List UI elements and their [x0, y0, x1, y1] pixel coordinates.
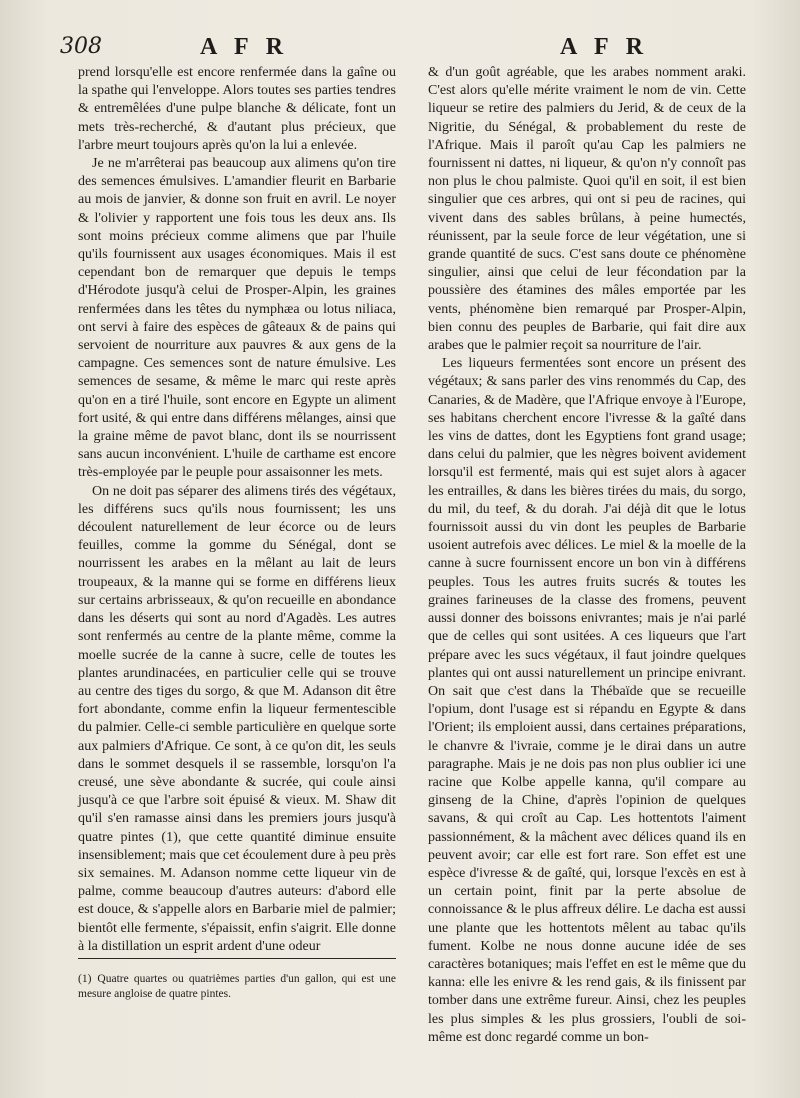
- paragraph: & d'un goût agréable, que les arabes nomment araki. C'est alors qu'elle mérite vraiment le nom de vin. Cette liqueur se retire des palmiers du Jerid, & de ceux de la Nigritie, du Sénégal, & probablement du reste de l'Afrique. Mais il paroît qu'au Cap les palmiers ne fournissent ni dattes, ni liqueur, & qu'on n'y connoît pas non plus le chou palmiste. Quoi qu'il en soit, il est bien singulier que ces arbres, qui ont si peu de racines, qui vivent dans des sables brûlans, à peine humectés, réunissent, par la seule force de leur végétation, une si grande quantité de sucs. C'est sans doute ce phénomène singulier, ainsi que celui de leur fécondation par la poussière des étamines des mâles emportée par les vents, phénomène bien remarqué par Prosper-Alpin, bien connu des peuples de Barbarie, qui fait dire aux arabes que le palmier reçoit sa nourriture de l'air.: [428, 65, 746, 354]
- page-header: [0, 34, 800, 66]
- right-column: [428, 64, 746, 1064]
- footnote-text: Quatre quartes ou quatrièmes parties d'un gallon, qui est une mesure angloise de quatre pintes.: [78, 973, 396, 1000]
- footnote: [78, 972, 396, 1002]
- running-head-right: A F R: [560, 34, 650, 60]
- page-number: 308: [60, 34, 102, 59]
- footnote-marker: (1): [78, 973, 92, 985]
- paragraph: prend lorsqu'elle est encore renfermée dans la gaîne ou la spathe qui l'enveloppe. Alors toutes ses parties tendres & entremêlées d'une pulpe blanche & délicate, font un mets très-recherché, & d'autant plus précieux, que l'arbre meurt toujours après qu'on la lui a enlevée.: [78, 65, 396, 153]
- paragraph: On ne doit pas séparer des alimens tirés des végétaux, les différens sucs qu'ils nous fournissent; les uns découlent naturellement de leur écorce ou de leurs feuilles, comme la gomme du Sénégal, dont se nourrissent les arabes en la mêlant au lait de leurs troupeaux, & la manne qui se forme en différens lieux sur certains arbrisseaux, & qu'on recueille en abondance dans les déserts qui sont au nord d'Agadès. Les autres sont renfermés au centre de la plante même, comme la moelle sucrée de la canne à sucre, celle de toutes les plantes arundinacées, en particulier celle qui se trouve au centre des tiges du sorgo, & que M. Adanson dit être fort abondante, comme enfin la liqueur fermentescible du palmier. Celle-ci semble particulière en quelque sorte aux palmiers d'Afrique. Ce sont, à ce qu'on dit, les seuls dans le sommet desquels il se rassemble, lorsqu'on l'a creusé, une sève abondante & sucrée, qui coule ainsi jusqu'à ce que l'arbre soit épuisé & vieux. M. Shaw dit qu'il s'en ramasse ainsi dans les premiers jours jusqu'à quatre pintes (1), que cette quantité diminue ensuite insensiblement; mais que cet écoulement dure à peu près six semaines. M. Adanson nomme cette liqueur vin de palme, comme beaucoup d'autres auteurs: d'abord elle est douce, & s'appelle alors en Barbarie miel de palmier; bientôt elle fermente, s'épaissit, enfin s'aigrit. Elle donne à la distillation un esprit ardent d'une odeur: [78, 483, 397, 954]
- footnote-rule: [78, 958, 396, 959]
- paragraph: Les liqueurs fermentées sont encore un présent des végétaux; & sans parler des vins renommés du Cap, des Canaries, & de Madère, que l'Afrique envoye à l'Europe, ses habitans cherchent encore l'ivresse & la gaîté dans les vins de dattes, dont les Egyptiens font grand usage; dans celui du palmier, que les nègres boivent avidement lorsqu'il est fermenté, mais qui est sujet alors à agacer les entrailles, & dans les bières tirées du mais, du sorgo, du mil, du teef, & du dorah. J'ai déjà dit que le lotus fournissoit aussi du vin dont les peuples de Barbarie usoient autrefois avec délices. Le miel & la moelle de la canne à sucre fournissent encore un bon vin à différens peuples. Tous les autres fruits sucrés & toutes les graines farineuses de la classe des fromens, peuvent aussi donner des boissons enivrantes; mais je n'ai parlé que de celles qui sont usitées. A ces liqueurs que l'art prépare avec les sucs végétaux, il faut joindre quelques plantes qui ont aussi naturellement un principe enivrant. On sait que c'est dans la Thébaïde que se recueille l'opium, dont l'usage est si répandu en Egypte & dans l'Orient; ils emploient aussi, dans certaines préparations, le chanvre & l'ivraie, comme je le dirai dans un autre paragraphe. Mais je ne dois pas non plus oublier ici une racine que Kolbe appelle kanna, qu'il compare au ginseng de la Chine, d'après l'opinion de quelques savans, & qui croît au Cap. Les hottentots l'aiment passionnément, & la mâchent avec délices quand ils en peuvent avoir; car elle est fort rare. Son effet est une espèce d'ivresse & de gaîté, qui, lorsque l'excès en est à un certain point, finit par la perte absolue de connoissance & le plus affreux délire. Le dacha est aussi une plante que les hottentots mêlent au tabac qu'ils fument. Kolbe ne nous donne aucune idée de ses caractères botaniques; mais l'effet en est le même que du kanna: elle les enivre & les rend gais, & ils finissent par tomber dans une extrême fureur. Ainsi, chez les peuples les plus simples & les plus grossiers, l'oubli de soi-même est donc regardé comme un bon-: [428, 356, 746, 1045]
- running-head-left: A F R: [200, 34, 290, 60]
- left-column: [78, 64, 397, 954]
- paragraph: Je ne m'arrêterai pas beaucoup aux alimens qu'on tire des semences émulsives. L'amandier fleurit en Barbarie au mois de janvier, & donne son fruit en avril. Le noyer & l'olivier y rapportent une fois tous les deux ans. Ils sont moins précieux comme alimens que par l'huile qu'ils fournissent aux usages économiques. Mais il est cependant bon de remarquer que depuis le temps d'Hérodote jusqu'à celui de Prosper-Alpin, les graines renfermées dans les têtes du nymphæa ou lotus niliaca, ont servi à faire des espèces de gâteaux & de pains qui servoient de nourriture aux pauvres & aux gens de la campagne. Ces semences sont de nature émulsive. Les semences de sesame, & même le marc qui reste après qu'on en a tiré l'huile, sont encore en Egypte un aliment fort usité, & qui entre dans différens mêlanges, ainsi que la graine même de pavot blanc, dont ils se nourrissent sans aucun inconvénient. L'huile de carthame est encore très-employée par le peuple pour assaisonner les mets.: [78, 156, 396, 481]
